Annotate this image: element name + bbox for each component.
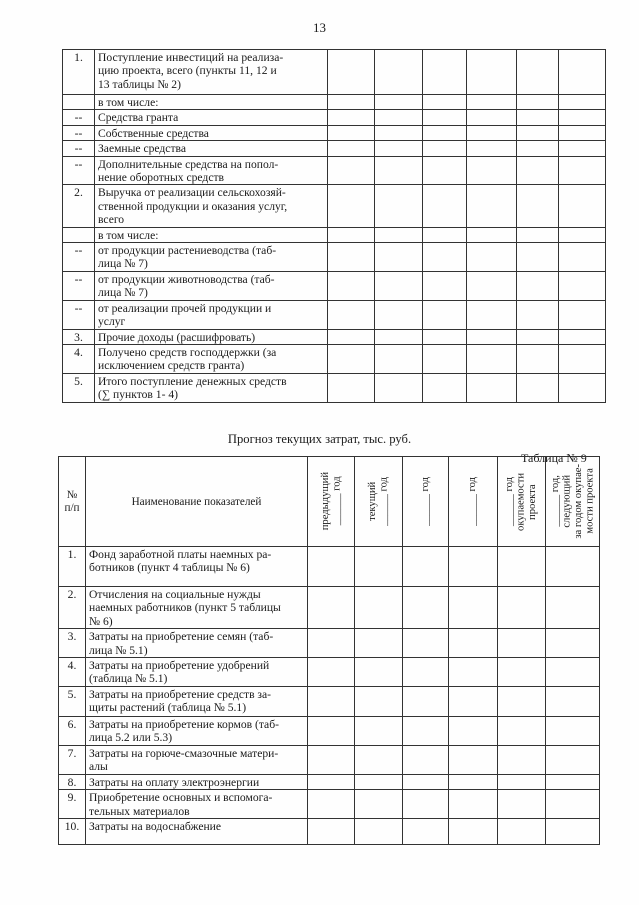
value-cell bbox=[355, 819, 403, 845]
table-row bbox=[59, 746, 600, 775]
row-number: 8. bbox=[59, 775, 86, 790]
value-cell bbox=[498, 687, 546, 717]
value-cell bbox=[546, 717, 600, 746]
row-number: 2. bbox=[63, 185, 95, 227]
value-cell bbox=[517, 110, 559, 125]
value-cell bbox=[467, 141, 517, 156]
table-row bbox=[63, 141, 606, 156]
row-number: 5. bbox=[59, 687, 86, 717]
value-cell bbox=[423, 110, 467, 125]
value-cell bbox=[559, 243, 606, 272]
value-cell bbox=[375, 95, 423, 110]
value-cell bbox=[328, 271, 375, 300]
header-num: № п/п bbox=[59, 457, 86, 547]
value-cell bbox=[467, 227, 517, 242]
value-cell bbox=[498, 717, 546, 746]
table-row bbox=[63, 110, 606, 125]
value-cell bbox=[498, 819, 546, 845]
value-cell bbox=[328, 125, 375, 140]
value-cell bbox=[328, 95, 375, 110]
row-number: 4. bbox=[59, 658, 86, 687]
row-number: 1. bbox=[59, 547, 86, 587]
value-cell bbox=[546, 790, 600, 819]
table-row bbox=[63, 185, 606, 227]
value-cell bbox=[517, 373, 559, 402]
value-cell bbox=[467, 185, 517, 227]
value-cell bbox=[559, 373, 606, 402]
table-row bbox=[63, 95, 606, 110]
table-row bbox=[59, 658, 600, 687]
value-cell bbox=[328, 227, 375, 242]
row-number: -- bbox=[63, 300, 95, 329]
value-cell bbox=[498, 547, 546, 587]
table-row bbox=[59, 587, 600, 629]
row-number: 3. bbox=[63, 329, 95, 344]
value-cell bbox=[559, 185, 606, 227]
table-row bbox=[59, 687, 600, 717]
value-cell bbox=[375, 243, 423, 272]
value-cell bbox=[423, 125, 467, 140]
table-row bbox=[63, 50, 606, 95]
value-cell bbox=[517, 300, 559, 329]
value-cell bbox=[308, 547, 355, 587]
value-cell bbox=[449, 717, 498, 746]
value-cell bbox=[375, 227, 423, 242]
value-cell bbox=[328, 344, 375, 373]
value-cell bbox=[308, 790, 355, 819]
value-cell bbox=[559, 344, 606, 373]
value-cell bbox=[423, 156, 467, 185]
row-number: 10. bbox=[59, 819, 86, 845]
value-cell bbox=[403, 547, 449, 587]
value-cell bbox=[403, 775, 449, 790]
value-cell bbox=[449, 746, 498, 775]
header-year-6: ______ год, следующий за годом окупае- мости проекта bbox=[546, 457, 600, 547]
value-cell bbox=[355, 717, 403, 746]
value-cell bbox=[355, 658, 403, 687]
value-cell bbox=[498, 775, 546, 790]
value-cell bbox=[517, 185, 559, 227]
row-label: Заемные средства bbox=[95, 141, 328, 156]
value-cell bbox=[559, 227, 606, 242]
value-cell bbox=[328, 156, 375, 185]
value-cell bbox=[467, 125, 517, 140]
row-number bbox=[63, 227, 95, 242]
value-cell bbox=[403, 790, 449, 819]
value-cell bbox=[328, 141, 375, 156]
row-number: 7. bbox=[59, 746, 86, 775]
value-cell bbox=[423, 185, 467, 227]
value-cell bbox=[375, 185, 423, 227]
value-cell bbox=[328, 329, 375, 344]
row-number: -- bbox=[63, 141, 95, 156]
value-cell bbox=[559, 95, 606, 110]
row-label: Получено средств господдержки (за исключением средств гранта) bbox=[95, 344, 328, 373]
value-cell bbox=[546, 658, 600, 687]
value-cell bbox=[449, 629, 498, 658]
header-year-4: ______ год bbox=[449, 457, 498, 547]
table9-label: Таблица № 9 bbox=[521, 451, 587, 465]
value-cell bbox=[467, 271, 517, 300]
value-cell bbox=[559, 329, 606, 344]
row-number: 3. bbox=[59, 629, 86, 658]
row-number: 1. bbox=[63, 50, 95, 95]
value-cell bbox=[375, 271, 423, 300]
value-cell bbox=[559, 125, 606, 140]
table-row bbox=[59, 790, 600, 819]
header-year-2: текущий ______ год bbox=[355, 457, 403, 547]
value-cell bbox=[375, 300, 423, 329]
value-cell bbox=[403, 587, 449, 629]
row-label: Затраты на горюче-смазочные матери- алы bbox=[86, 746, 308, 775]
value-cell bbox=[517, 329, 559, 344]
row-label: от продукции растениеводства (таб- лица № 7) bbox=[95, 243, 328, 272]
table-row bbox=[59, 547, 600, 587]
table-row bbox=[59, 819, 600, 845]
value-cell bbox=[517, 125, 559, 140]
value-cell bbox=[375, 156, 423, 185]
value-cell bbox=[375, 329, 423, 344]
value-cell bbox=[328, 243, 375, 272]
row-number: 2. bbox=[59, 587, 86, 629]
row-number: -- bbox=[63, 125, 95, 140]
row-label: от реализации прочей продукции и услуг bbox=[95, 300, 328, 329]
table-row bbox=[63, 125, 606, 140]
value-cell bbox=[375, 125, 423, 140]
row-label: в том числе: bbox=[95, 95, 328, 110]
value-cell bbox=[375, 141, 423, 156]
value-cell bbox=[467, 95, 517, 110]
value-cell bbox=[546, 587, 600, 629]
value-cell bbox=[375, 373, 423, 402]
row-number: 9. bbox=[59, 790, 86, 819]
value-cell bbox=[355, 587, 403, 629]
header-year-3: ______ год bbox=[403, 457, 449, 547]
value-cell bbox=[355, 790, 403, 819]
value-cell bbox=[498, 587, 546, 629]
table-row bbox=[63, 227, 606, 242]
table-row bbox=[63, 156, 606, 185]
table-row bbox=[63, 271, 606, 300]
row-label: Приобретение основных и вспомога- тельных материалов bbox=[86, 790, 308, 819]
row-label: Затраты на приобретение средств за- щиты растений (таблица № 5.1) bbox=[86, 687, 308, 717]
header-year-1: предыдущий ______ год bbox=[308, 457, 355, 547]
row-number: -- bbox=[63, 110, 95, 125]
value-cell bbox=[423, 243, 467, 272]
costs-table bbox=[58, 456, 600, 845]
value-cell bbox=[423, 344, 467, 373]
row-label: Затраты на приобретение удобрений (таблица № 5.1) bbox=[86, 658, 308, 687]
income-table bbox=[62, 49, 606, 403]
value-cell bbox=[308, 629, 355, 658]
value-cell bbox=[423, 300, 467, 329]
value-cell bbox=[546, 746, 600, 775]
value-cell bbox=[467, 243, 517, 272]
value-cell bbox=[559, 110, 606, 125]
value-cell bbox=[467, 373, 517, 402]
value-cell bbox=[546, 629, 600, 658]
value-cell bbox=[355, 687, 403, 717]
value-cell bbox=[517, 95, 559, 110]
table-row bbox=[63, 344, 606, 373]
value-cell bbox=[449, 658, 498, 687]
row-number: -- bbox=[63, 156, 95, 185]
value-cell bbox=[403, 687, 449, 717]
row-label: Затраты на водоснабжение bbox=[86, 819, 308, 845]
value-cell bbox=[517, 141, 559, 156]
value-cell bbox=[403, 658, 449, 687]
value-cell bbox=[423, 373, 467, 402]
row-label: Поступление инвестиций на реализа- цию проекта, всего (пункты 11, 12 и 13 таблицы № 2) bbox=[95, 50, 328, 95]
row-number: -- bbox=[63, 271, 95, 300]
table-row bbox=[63, 373, 606, 402]
value-cell bbox=[423, 227, 467, 242]
value-cell bbox=[423, 95, 467, 110]
value-cell bbox=[355, 629, 403, 658]
value-cell bbox=[328, 185, 375, 227]
value-cell bbox=[559, 141, 606, 156]
value-cell bbox=[559, 271, 606, 300]
value-cell bbox=[449, 587, 498, 629]
value-cell bbox=[375, 50, 423, 95]
value-cell bbox=[308, 746, 355, 775]
table-row bbox=[63, 300, 606, 329]
value-cell bbox=[308, 819, 355, 845]
value-cell bbox=[467, 300, 517, 329]
page-number: 13 bbox=[313, 20, 326, 35]
table9-header-row bbox=[59, 457, 600, 547]
table-row bbox=[59, 629, 600, 658]
row-label: от продукции животноводства (таб- лица № 7) bbox=[95, 271, 328, 300]
row-label: Собственные средства bbox=[95, 125, 328, 140]
row-number: 6. bbox=[59, 717, 86, 746]
row-label: Прочие доходы (расшифровать) bbox=[95, 329, 328, 344]
value-cell bbox=[423, 50, 467, 95]
table-row bbox=[59, 775, 600, 790]
row-label: Затраты на приобретение кормов (таб- лица 5.2 или 5.3) bbox=[86, 717, 308, 746]
row-label: Итого поступление денежных средств (∑ пунктов 1- 4) bbox=[95, 373, 328, 402]
value-cell bbox=[308, 687, 355, 717]
value-cell bbox=[375, 110, 423, 125]
value-cell bbox=[559, 50, 606, 95]
table9-title: Прогноз текущих затрат, тыс. руб. bbox=[227, 432, 412, 446]
value-cell bbox=[403, 746, 449, 775]
row-label: Дополнительные средства на попол- нение оборотных средств bbox=[95, 156, 328, 185]
value-cell bbox=[467, 50, 517, 95]
value-cell bbox=[467, 344, 517, 373]
value-cell bbox=[449, 790, 498, 819]
row-number bbox=[63, 95, 95, 110]
value-cell bbox=[546, 687, 600, 717]
value-cell bbox=[308, 587, 355, 629]
row-number: 5. bbox=[63, 373, 95, 402]
header-name: Наименование показателей bbox=[86, 457, 308, 547]
value-cell bbox=[546, 819, 600, 845]
value-cell bbox=[559, 300, 606, 329]
table-row bbox=[63, 243, 606, 272]
value-cell bbox=[328, 110, 375, 125]
table-row bbox=[59, 717, 600, 746]
value-cell bbox=[517, 271, 559, 300]
value-cell bbox=[449, 687, 498, 717]
row-label: Фонд заработной платы наемных ра- ботников (пункт 4 таблицы № 6) bbox=[86, 547, 308, 587]
value-cell bbox=[498, 658, 546, 687]
value-cell bbox=[467, 156, 517, 185]
value-cell bbox=[423, 141, 467, 156]
header-year-5: ______ год окупаемости проекта bbox=[498, 457, 546, 547]
value-cell bbox=[449, 819, 498, 845]
value-cell bbox=[498, 629, 546, 658]
value-cell bbox=[546, 547, 600, 587]
value-cell bbox=[308, 717, 355, 746]
value-cell bbox=[467, 329, 517, 344]
row-number: 4. bbox=[63, 344, 95, 373]
value-cell bbox=[355, 547, 403, 587]
value-cell bbox=[355, 746, 403, 775]
row-number: -- bbox=[63, 243, 95, 272]
value-cell bbox=[403, 819, 449, 845]
value-cell bbox=[559, 156, 606, 185]
value-cell bbox=[498, 746, 546, 775]
value-cell bbox=[423, 271, 467, 300]
value-cell bbox=[546, 775, 600, 790]
value-cell bbox=[517, 243, 559, 272]
value-cell bbox=[517, 156, 559, 185]
value-cell bbox=[308, 658, 355, 687]
value-cell bbox=[423, 329, 467, 344]
table-row bbox=[63, 329, 606, 344]
value-cell bbox=[517, 344, 559, 373]
row-label: Затраты на оплату электроэнергии bbox=[86, 775, 308, 790]
row-label: Отчисления на социальные нужды наемных работников (пункт 5 таблицы № 6) bbox=[86, 587, 308, 629]
value-cell bbox=[467, 110, 517, 125]
value-cell bbox=[375, 344, 423, 373]
value-cell bbox=[449, 547, 498, 587]
value-cell bbox=[328, 50, 375, 95]
value-cell bbox=[328, 373, 375, 402]
value-cell bbox=[517, 227, 559, 242]
value-cell bbox=[355, 775, 403, 790]
row-label: Затраты на приобретение семян (таб- лица № 5.1) bbox=[86, 629, 308, 658]
value-cell bbox=[328, 300, 375, 329]
value-cell bbox=[403, 629, 449, 658]
row-label: Средства гранта bbox=[95, 110, 328, 125]
row-label: Выручка от реализации сельскохозяй- ственной продукции и оказания услуг, всего bbox=[95, 185, 328, 227]
value-cell bbox=[403, 717, 449, 746]
value-cell bbox=[498, 790, 546, 819]
row-label: в том числе: bbox=[95, 227, 328, 242]
value-cell bbox=[449, 775, 498, 790]
value-cell bbox=[517, 50, 559, 95]
value-cell bbox=[308, 775, 355, 790]
